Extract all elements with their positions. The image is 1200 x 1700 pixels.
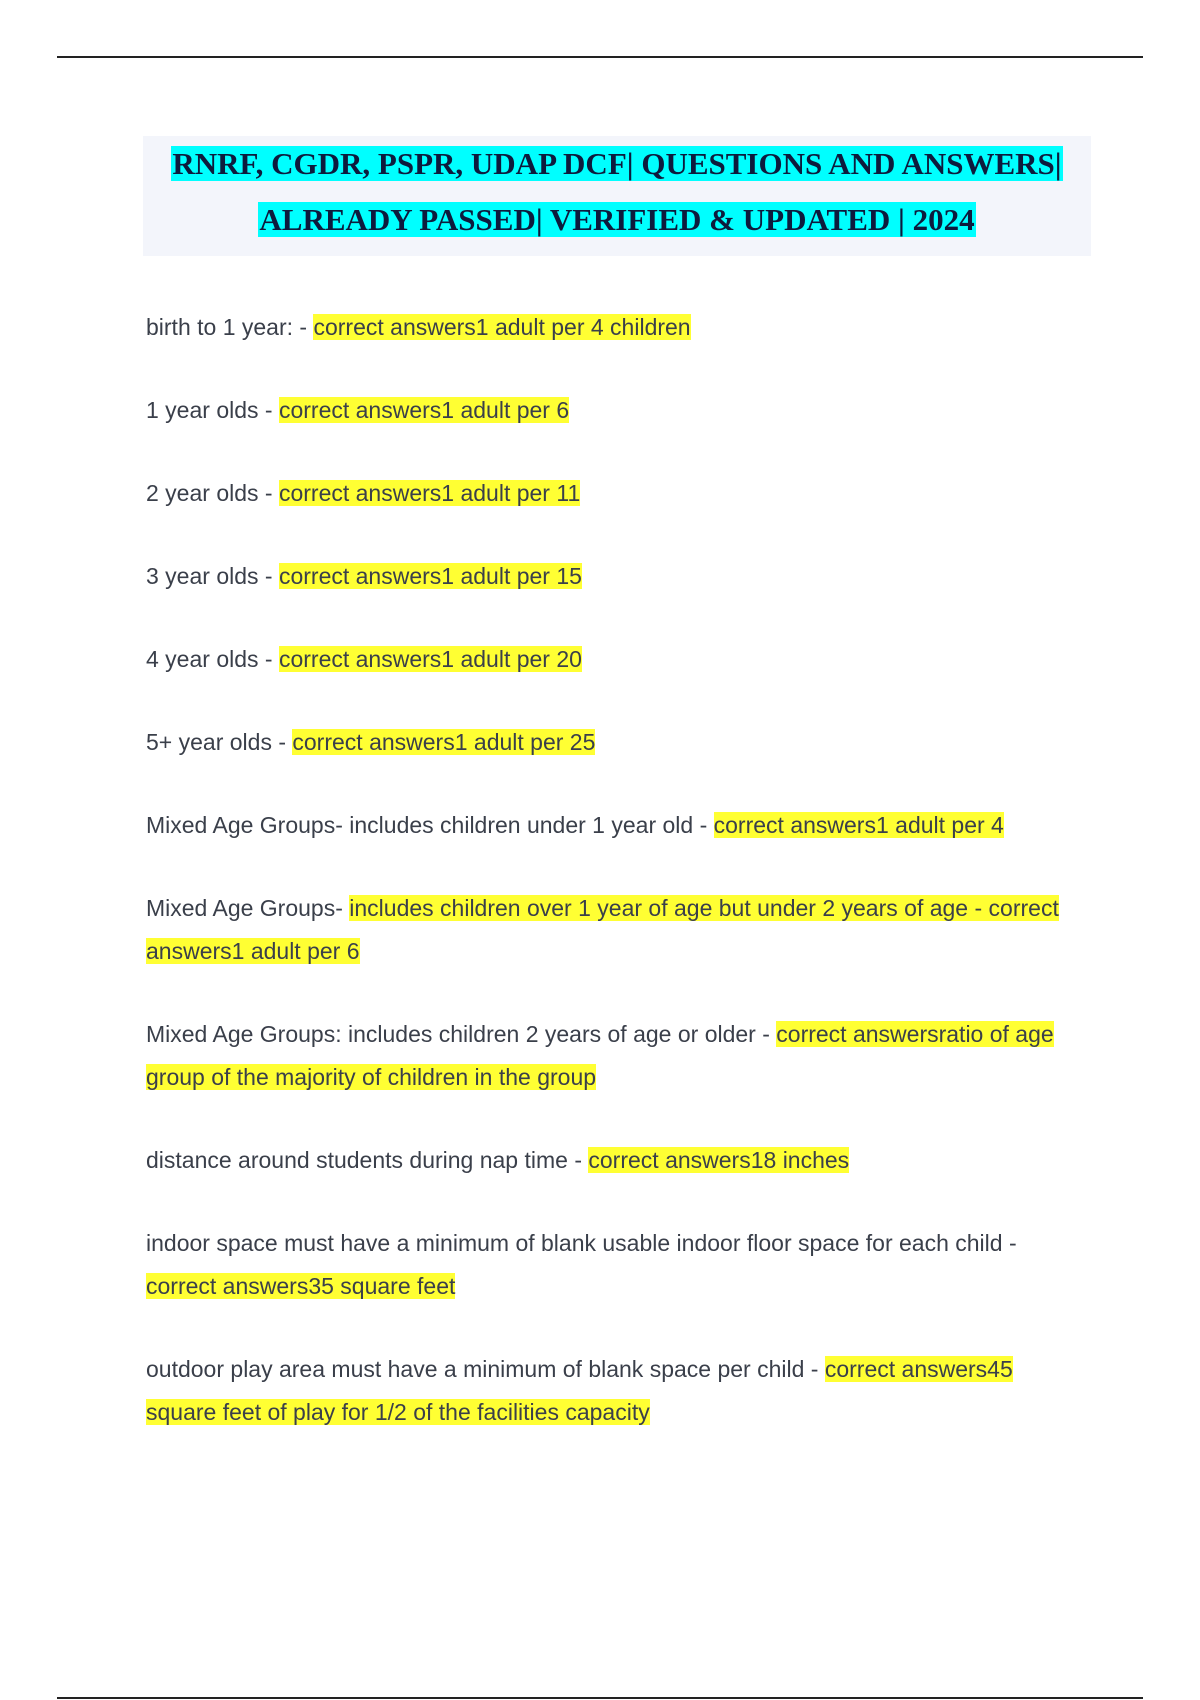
answer-text: correct answers45 square feet of play for 1/2 of the facilities capacity: [146, 1356, 1013, 1425]
answer-text: correct answers1 adult per 4 children: [313, 314, 691, 340]
bottom-rule: [57, 1697, 1143, 1699]
question-text: Mixed Age Groups: includes children 2 years of age or older -: [146, 1021, 777, 1047]
qa-item: [146, 721, 1066, 764]
document-title: [143, 136, 1091, 256]
question-text: Mixed Age Groups- includes children under 1 year old -: [146, 812, 714, 838]
title-line-1: RNRF, CGDR, PSPR, UDAP DCF| QUESTIONS AND ANSWERS|: [172, 146, 1062, 181]
qa-list: [146, 306, 1066, 1474]
top-rule: [57, 56, 1143, 58]
qa-item: [146, 389, 1066, 432]
answer-text: correct answers35 square feet: [146, 1273, 456, 1299]
question-text: 4 year olds -: [146, 646, 279, 672]
question-text: 3 year olds -: [146, 563, 279, 589]
qa-item: [146, 887, 1066, 973]
answer-text: correct answers1 adult per 6: [278, 397, 570, 423]
answer-text: correct answers1 adult per 11: [278, 480, 581, 506]
answer-text: correct answers1 adult per 20: [278, 646, 582, 672]
question-text: 5+ year olds -: [146, 729, 293, 755]
answer-text: correct answers1 adult per 25: [292, 729, 596, 755]
question-text: distance around students during nap time -: [146, 1147, 589, 1173]
qa-item: [146, 472, 1066, 515]
qa-item: [146, 1013, 1066, 1099]
answer-text: correct answers18 inches: [588, 1147, 850, 1173]
answer-text: correct answers1 adult per 15: [278, 563, 582, 589]
question-text: birth to 1 year: -: [146, 314, 314, 340]
question-text: 1 year olds -: [146, 397, 279, 423]
answer-text: includes children over 1 year of age but under 2 years of age - correct answers1 adult per 6: [146, 895, 1059, 964]
qa-item: [146, 555, 1066, 598]
answer-text: correct answers1 adult per 4: [713, 812, 1004, 838]
question-text: outdoor play area must have a minimum of blank space per child -: [146, 1356, 825, 1382]
qa-item: [146, 638, 1066, 681]
qa-item: [146, 306, 1066, 349]
qa-item: [146, 1348, 1066, 1434]
question-text: 2 year olds -: [146, 480, 279, 506]
answer-text: correct answersratio of age group of the majority of children in the group: [146, 1021, 1054, 1090]
qa-item: [146, 1222, 1066, 1308]
question-text: indoor space must have a minimum of blank usable indoor floor space for each child -: [146, 1230, 1017, 1256]
qa-item: [146, 1139, 1066, 1182]
question-text: Mixed Age Groups-: [146, 895, 350, 921]
title-line-2: ALREADY PASSED| VERIFIED & UPDATED | 2024: [259, 202, 975, 237]
qa-item: [146, 804, 1066, 847]
